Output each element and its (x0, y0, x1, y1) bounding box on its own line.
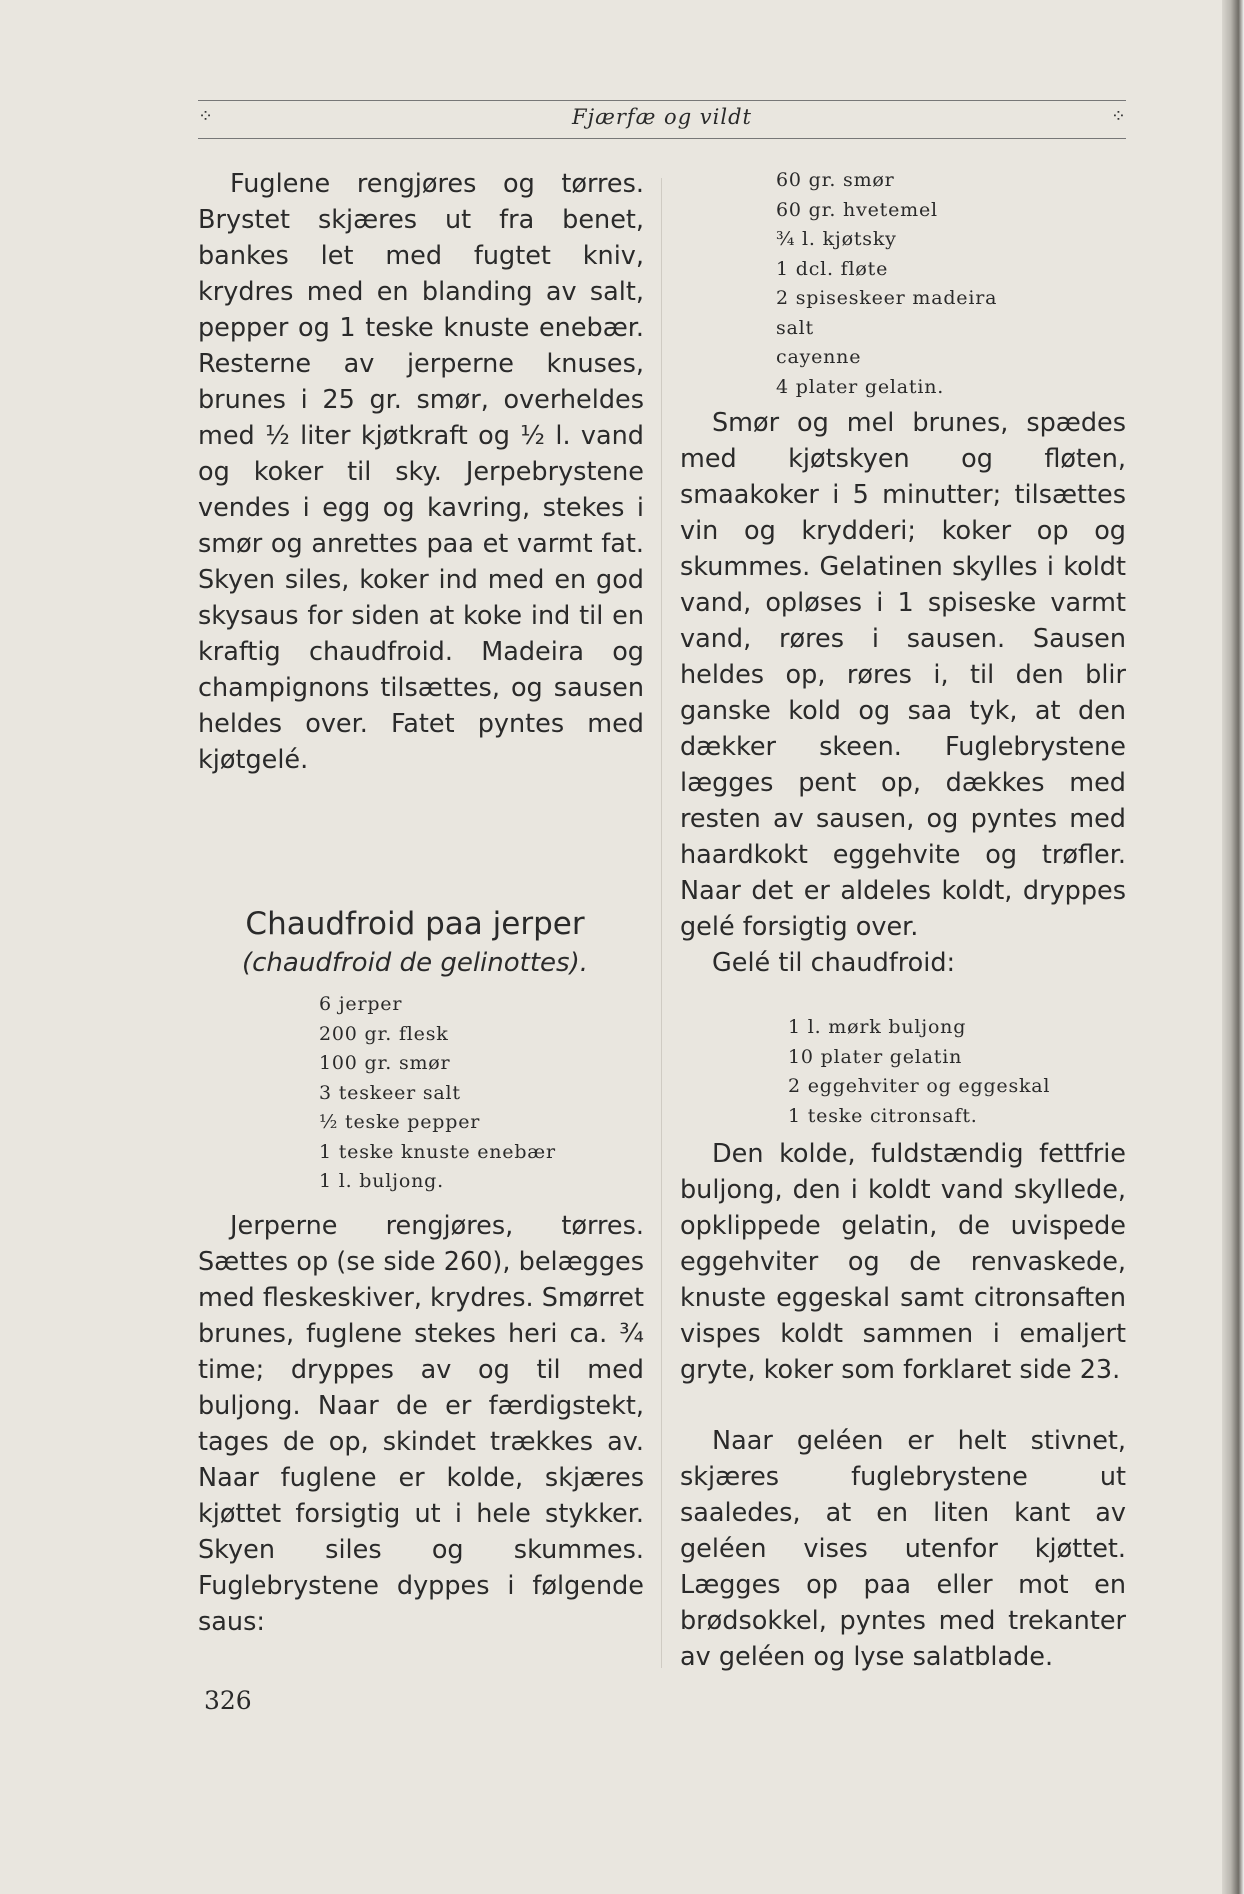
page-number: 326 (204, 1686, 252, 1715)
ingredient-item: 100 gr. smør (319, 1052, 451, 1074)
sauce-text: Smør og mel brunes, spædes med kjøtskyen og fløten, smaakoker i 5 minutter; tilsættes vin og krydderi; koker op og skummes. Gelatinen skylles i koldt vand, opløses i 1 spiseske varmt vand, røres i sausen. Sausen heldes op, røres i, til den blir ganske kold og saa tyk, at den dækker skeen. Fuglebrystene lægges pent op, dækkes med resten av sausen, og pyntes med haardkokt eggehvite og trøfler. Naar det er aldeles koldt, dryppes gelé forsigtig over. (680, 408, 1126, 942)
sauce-paragraph (680, 405, 1126, 981)
ingredient-item: 1 l. mørk buljong (788, 1016, 967, 1038)
ingredient-item: 1 l. buljong. (319, 1170, 444, 1192)
header-rule-bottom (198, 138, 1126, 139)
ornament-right-icon: ⁘ (1110, 106, 1126, 127)
ingredient-item: 200 gr. flesk (319, 1022, 449, 1045)
intro-paragraph (198, 166, 644, 778)
column-divider (661, 178, 662, 1668)
gele-ingredient-list (788, 1013, 1118, 1131)
ingredient-item: ½ teske pepper (319, 1111, 481, 1133)
ingredient-item: 2 eggehviter og eggeskal (788, 1075, 1051, 1097)
page-edge (1222, 0, 1244, 1894)
method-paragraph (198, 1208, 644, 1640)
running-header-title: Fjærfæ og vildt (572, 105, 752, 129)
ingredient-item: 1 dcl. fløte (776, 257, 889, 280)
ingredient-item: cayenne (776, 346, 862, 368)
ingredient-item: 60 gr. hvetemel (776, 198, 938, 221)
method-text: Jerperne rengjøres, tørres. Sættes op (se side 260), belægges med fleskeskiver, krydres. Smørret brunes, fuglene stekes heri ca. ¾ time; dryppes av og til med buljong. Naar de er færdigstekt, tages de op, skindet trækkes av. Naar fuglene er kolde, skjæres kjøttet forsigtig ut i hele stykker. Skyen siles og skummes. Fuglebrystene dyppes i følgende saus: (198, 1211, 644, 1637)
ornament-left-icon: ⁘ (198, 106, 214, 127)
sauce-ingredient-list (776, 166, 1106, 402)
intro-text: Fuglene rengjøres og tørres. Brystet skjæres ut fra benet, bankes let med fugtet kniv, krydres med en blanding av salt, pepper og 1 teske knuste enebær. Resterne av jerperne knuses, brunes i 25 gr. smør, overheldes med ½ liter kjøtkraft og ½ l. vand og koker til sky. Jerpebrystene vendes i egg og kavring, stekes i smør og anrettes paa et varmt fat. Skyen siles, koker ind med en god skysaus for siden at koke ind til en kraftig chaudfroid. Madeira og champignons tilsættes, og sausen heldes over. Fatet pyntes med kjøtgelé. (198, 169, 644, 775)
ingredient-item: 2 spiseskeer madeira (776, 287, 998, 309)
ingredient-item: ¾ l. kjøtsky (776, 228, 897, 250)
running-header (198, 106, 1126, 130)
ingredient-item: 1 teske citronsaft. (788, 1104, 978, 1127)
ingredient-item: 1 teske knuste enebær (319, 1140, 556, 1163)
ingredient-item: 6 jerper (319, 993, 403, 1015)
ingredient-item: 4 plater gelatin. (776, 375, 945, 398)
gele-text: Den kolde, fuldstændig fettfrie buljong, den i koldt vand skyllede, opklippede gelatin, de uvispede eggehviter og de renvaskede, knuste eggeskal samt citronsaften vispes koldt sammen i emaljert gryte, koker som forklaret side 23. (680, 1139, 1126, 1385)
ingredient-item: 60 gr. smør (776, 169, 895, 191)
header-rule-top (198, 100, 1126, 101)
gele-heading: Gelé til chaudfroid: (712, 948, 956, 978)
ingredient-item: 10 plater gelatin (788, 1045, 963, 1068)
final-text: Naar geléen er helt stivnet, skjæres fuglebrystene ut saaledes, at en liten kant av geléen vises utenfor kjøttet. Lægges op paa eller mot en brødsokkel, pyntes med trekanter av geléen og lyse salatblade. (680, 1426, 1126, 1672)
gele-paragraph (680, 1136, 1126, 1388)
ingredient-item: salt (776, 316, 814, 339)
recipe-title: Chaudfroid paa jerper (245, 906, 585, 942)
ingredient-item: 3 teskeer salt (319, 1081, 461, 1104)
final-paragraph (680, 1423, 1126, 1675)
ingredient-list (319, 990, 639, 1197)
recipe-subtitle: (chaudfroid de gelinottes). (241, 948, 588, 978)
